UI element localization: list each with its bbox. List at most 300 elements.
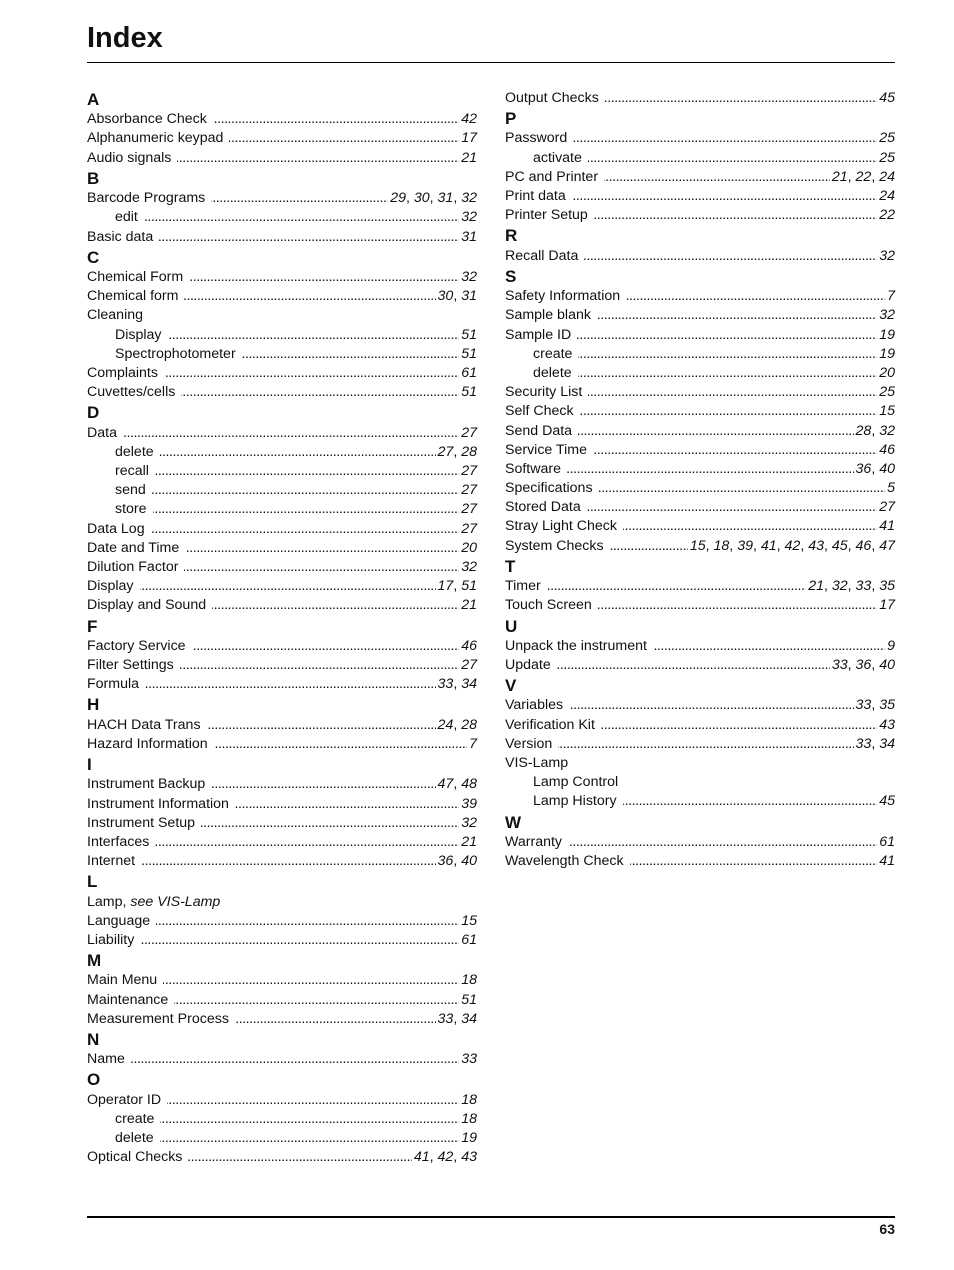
page-ref[interactable]: 35 <box>879 697 895 714</box>
page-references <box>459 424 477 443</box>
index-section-letter: N <box>87 1029 100 1049</box>
entry-label-text: Cleaning <box>87 307 144 324</box>
page-ref[interactable]: 36 <box>855 656 872 673</box>
page-ref[interactable]: 41 <box>879 853 895 870</box>
page-ref[interactable]: 15 <box>879 403 895 420</box>
entry-label-text: delete <box>115 443 154 460</box>
entry-label <box>87 149 177 168</box>
page-ref[interactable]: 31 <box>437 190 454 207</box>
page-ref[interactable]: 43 <box>808 537 824 554</box>
page-ref[interactable]: 47 <box>879 537 895 554</box>
dot-leader <box>573 129 877 148</box>
entry-label <box>87 637 192 656</box>
index-entry <box>505 326 895 345</box>
page-ref[interactable]: 33 <box>437 676 454 693</box>
page-separator: , <box>405 190 414 207</box>
page-separator: , <box>776 537 785 554</box>
page-separator: , <box>823 578 832 595</box>
page-ref[interactable]: 32 <box>831 578 848 595</box>
page-references <box>854 735 895 754</box>
page-ref[interactable]: 15 <box>461 912 477 929</box>
page-ref[interactable]: 46 <box>461 637 477 654</box>
page-ref[interactable]: 27 <box>461 656 477 673</box>
page-references <box>436 716 477 735</box>
dot-leader <box>155 833 459 852</box>
entry-label-text: delete <box>533 364 572 381</box>
entry-label <box>505 656 557 675</box>
index-entry <box>87 1148 477 1167</box>
page-references <box>877 149 895 168</box>
page-separator: , <box>453 190 462 207</box>
index-entry <box>87 364 477 383</box>
entry-label <box>505 206 594 225</box>
entry-label <box>115 462 155 481</box>
index-entry <box>87 971 477 990</box>
page-separator: , <box>871 422 880 439</box>
index-entry <box>87 287 477 306</box>
entry-label <box>505 326 577 345</box>
page-references <box>388 189 477 208</box>
entry-label <box>87 306 149 325</box>
page-ref[interactable]: 17 <box>437 578 454 595</box>
index-subentry <box>505 345 895 364</box>
page-ref[interactable]: 21 <box>461 597 477 614</box>
page-ref[interactable]: 51 <box>461 384 477 401</box>
entry-label-text: Language <box>87 912 151 929</box>
index-entry <box>87 306 477 325</box>
index-entry <box>87 656 477 675</box>
dot-leader <box>594 206 877 225</box>
dot-leader <box>168 326 460 345</box>
index-entry <box>87 383 477 402</box>
dot-leader <box>235 795 459 814</box>
page-references <box>806 577 895 596</box>
page-ref[interactable]: 32 <box>461 269 477 286</box>
entry-label <box>87 852 141 871</box>
entry-label <box>115 500 153 519</box>
page-ref[interactable]: 17 <box>461 130 477 147</box>
page-ref[interactable]: 42 <box>461 111 477 128</box>
entry-label <box>533 364 578 383</box>
entry-label-text: Sample blank <box>505 307 591 324</box>
page-ref[interactable]: 15 <box>689 537 706 554</box>
page-ref[interactable]: 34 <box>879 735 895 752</box>
page-ref[interactable]: 21 <box>808 578 824 595</box>
entry-label <box>115 208 144 227</box>
page-references <box>688 537 895 556</box>
dot-leader <box>160 1129 460 1148</box>
page-ref[interactable]: 20 <box>879 364 895 381</box>
page-ref[interactable]: 19 <box>879 326 895 343</box>
index-entry <box>505 383 895 402</box>
index-entry <box>505 577 895 596</box>
page-ref[interactable]: 33 <box>461 1051 477 1068</box>
page-ref[interactable]: 18 <box>461 972 477 989</box>
page-references <box>877 596 895 615</box>
page-ref[interactable]: 31 <box>461 228 477 245</box>
entry-label-text: Audio signals <box>87 149 172 166</box>
index-entry <box>87 228 477 247</box>
page-ref[interactable]: 35 <box>879 578 895 595</box>
page-ref[interactable]: 51 <box>461 326 477 343</box>
page-ref[interactable]: 30 <box>413 190 430 207</box>
page-ref[interactable]: 32 <box>879 422 895 439</box>
index-entry <box>505 89 895 108</box>
entry-label-text: Unpack the instrument <box>505 637 647 654</box>
index-entry <box>87 558 477 577</box>
dot-leader <box>163 971 459 990</box>
page-ref[interactable]: 33 <box>831 656 848 673</box>
index-entry <box>87 424 477 443</box>
page-references <box>459 971 477 990</box>
page-ref[interactable]: 27 <box>461 520 477 537</box>
page-references <box>459 1091 477 1110</box>
entry-label <box>87 716 207 735</box>
index-entry <box>505 306 895 325</box>
page-ref[interactable]: 34 <box>461 676 477 693</box>
page-references <box>459 326 477 345</box>
dot-leader <box>587 498 878 517</box>
entry-label <box>505 517 623 536</box>
page-ref[interactable]: 18 <box>461 1110 477 1127</box>
index-section-letter: M <box>87 951 102 971</box>
page-separator: , <box>429 1149 438 1166</box>
page-ref[interactable]: 48 <box>461 776 477 793</box>
entry-label <box>505 577 547 596</box>
entry-label-text: Alphanumeric keypad <box>87 130 224 147</box>
page-ref[interactable]: 19 <box>879 345 895 362</box>
dot-leader <box>153 500 460 519</box>
entry-label <box>87 775 211 794</box>
page-ref[interactable]: 46 <box>855 537 872 554</box>
index-subentry <box>505 149 895 168</box>
entry-label-text: Absorbance Check <box>87 111 207 128</box>
dot-leader <box>156 912 459 931</box>
page-ref[interactable]: 27 <box>437 443 454 460</box>
entry-label <box>87 287 184 306</box>
entry-label <box>505 696 569 715</box>
entry-label <box>115 326 168 345</box>
entry-label-text: Verification Kit <box>505 716 595 733</box>
page-references <box>877 498 895 517</box>
index-entry <box>87 189 477 208</box>
page-ref[interactable]: 33 <box>855 735 872 752</box>
entry-label <box>115 481 152 500</box>
index-entry <box>87 596 477 615</box>
page-references <box>854 696 895 715</box>
page-references <box>459 228 477 247</box>
entry-label <box>87 1148 188 1167</box>
dot-leader <box>597 306 877 325</box>
entry-label <box>505 306 597 325</box>
entry-label <box>505 168 604 187</box>
index-entry <box>505 637 895 656</box>
dot-leader <box>211 775 435 794</box>
entry-label <box>505 402 580 421</box>
index-section-letter: R <box>505 226 518 246</box>
page-ref[interactable]: 18 <box>461 1091 477 1108</box>
page-references <box>467 735 477 754</box>
index-section-letter: I <box>87 755 92 775</box>
dot-leader <box>593 441 877 460</box>
page-ref[interactable]: 7 <box>887 288 895 305</box>
index-entry <box>87 912 477 931</box>
entry-label-text: Printer Setup <box>505 207 588 224</box>
entry-label-text: Lamp, <box>87 893 127 910</box>
index-entry <box>505 537 895 556</box>
dot-leader <box>123 424 459 443</box>
page-ref[interactable]: 29 <box>390 190 406 207</box>
page-ref[interactable]: 32 <box>461 558 477 575</box>
page-ref[interactable]: 21 <box>461 833 477 850</box>
index-entry <box>87 931 477 950</box>
page-ref[interactable]: 25 <box>879 149 895 166</box>
page-ref[interactable]: 9 <box>887 637 895 654</box>
dot-leader <box>626 287 885 306</box>
entry-label <box>87 189 211 208</box>
dot-leader <box>578 422 854 441</box>
page-ref[interactable]: 42 <box>437 1149 454 1166</box>
dot-leader <box>577 326 877 345</box>
index-entry <box>505 696 895 715</box>
page-ref[interactable]: 40 <box>879 460 895 477</box>
index-entry <box>87 833 477 852</box>
page-references <box>459 462 477 481</box>
page-references <box>459 814 477 833</box>
page-separator: , <box>871 537 880 554</box>
dot-leader <box>167 1091 459 1110</box>
entry-label-text: Name <box>87 1051 125 1068</box>
page-references <box>877 326 895 345</box>
page-ref[interactable]: 21 <box>461 149 477 166</box>
entry-label <box>87 795 235 814</box>
page-ref[interactable]: 39 <box>737 537 753 554</box>
page-ref[interactable]: 32 <box>879 247 895 264</box>
dot-leader <box>160 1110 459 1129</box>
index-subentry <box>87 481 477 500</box>
page-references <box>459 208 477 227</box>
page-separator: , <box>847 656 856 673</box>
page-ref[interactable]: 22 <box>879 207 895 224</box>
page-ref[interactable]: 32 <box>879 307 895 324</box>
page-ref[interactable]: 41 <box>760 537 777 554</box>
page-references <box>459 383 477 402</box>
entry-label <box>87 520 151 539</box>
index-section-letter: T <box>505 556 516 576</box>
entry-label-text: Formula <box>87 676 140 693</box>
entry-label <box>87 558 184 577</box>
page-ref[interactable]: 25 <box>879 130 895 147</box>
index-section-letter: V <box>505 676 517 696</box>
page-ref[interactable]: 61 <box>879 833 895 850</box>
page-ref[interactable]: 40 <box>879 656 895 673</box>
page-ref[interactable]: 24 <box>879 188 895 205</box>
entry-label-text: Internet <box>87 853 136 870</box>
entry-label-text: activate <box>533 149 582 166</box>
page-ref[interactable]: 18 <box>713 537 730 554</box>
page-ref[interactable]: 43 <box>879 716 895 733</box>
index-entry <box>505 735 895 754</box>
page-ref[interactable]: 46 <box>879 441 895 458</box>
index-entry <box>87 1091 477 1110</box>
page-ref[interactable]: 61 <box>461 364 477 381</box>
index-entry <box>505 852 895 871</box>
page-separator: , <box>871 735 880 752</box>
index-entry <box>505 498 895 517</box>
title-divider <box>87 62 895 63</box>
page-ref[interactable]: 33 <box>855 578 872 595</box>
entry-label-text: Specifications <box>505 480 593 497</box>
page-separator: , <box>453 776 462 793</box>
page-ref[interactable]: 27 <box>461 463 477 479</box>
entry-label-text: Interfaces <box>87 833 150 850</box>
page-ref[interactable]: 33 <box>437 1010 454 1027</box>
dot-leader <box>578 364 878 383</box>
index-entry <box>505 460 895 479</box>
entry-label <box>87 893 226 912</box>
entry-label <box>87 931 140 950</box>
page-ref[interactable]: 31 <box>461 288 477 305</box>
page-ref[interactable]: 51 <box>461 991 477 1008</box>
page-ref[interactable]: 17 <box>879 597 895 614</box>
entry-label-text: Safety Information <box>505 288 621 305</box>
page-ref[interactable]: 34 <box>461 1010 477 1027</box>
page-ref[interactable]: 24 <box>437 716 454 733</box>
page-ref[interactable]: 41 <box>413 1149 430 1166</box>
entry-label-text: Instrument Information <box>87 795 229 812</box>
page-separator: , <box>453 1149 462 1166</box>
index-entry <box>505 168 895 187</box>
entry-label <box>505 754 574 773</box>
entry-label-text: Wavelength Check <box>505 853 624 870</box>
index-section-letter: P <box>505 109 517 129</box>
page-references <box>459 637 477 656</box>
page-ref[interactable]: 28 <box>461 716 477 733</box>
entry-label-text: Version <box>505 735 553 752</box>
index-subentry <box>505 773 895 792</box>
page-ref[interactable]: 43 <box>461 1149 477 1166</box>
page-ref[interactable]: 33 <box>855 697 872 714</box>
entry-label <box>115 1129 160 1148</box>
page-ref[interactable]: 28 <box>461 443 477 460</box>
page-ref[interactable]: 19 <box>461 1130 477 1147</box>
entry-label <box>505 852 630 871</box>
index-entry <box>87 775 477 794</box>
dot-leader <box>601 716 877 735</box>
entry-label-text: Self Check <box>505 403 574 420</box>
index-entry <box>505 441 895 460</box>
entry-label-text: Barcode Programs <box>87 190 206 207</box>
index-section-letter: U <box>505 616 518 636</box>
entry-label-text: delete <box>115 1130 154 1147</box>
see-reference: see VIS-Lamp <box>130 893 221 910</box>
dot-leader <box>599 479 886 498</box>
page-ref[interactable]: 30 <box>437 288 454 305</box>
page-ref[interactable]: 36 <box>437 853 454 870</box>
page-ref[interactable]: 28 <box>855 422 872 439</box>
page-references <box>877 129 895 148</box>
entry-label <box>87 596 212 615</box>
page-references <box>459 520 477 539</box>
page-separator: , <box>800 537 809 554</box>
page-references <box>885 287 895 306</box>
index-entry <box>87 814 477 833</box>
page-ref[interactable]: 39 <box>461 795 477 812</box>
dot-leader <box>229 129 459 148</box>
page-ref[interactable]: 42 <box>784 537 801 554</box>
page-references <box>436 852 477 871</box>
page-ref[interactable]: 47 <box>437 776 454 793</box>
entry-label-text: send <box>115 482 146 499</box>
page-ref[interactable]: 45 <box>879 793 895 810</box>
page-ref[interactable]: 51 <box>461 578 477 595</box>
page-ref[interactable]: 22 <box>855 168 872 185</box>
index-subentry <box>87 443 477 462</box>
index-entry <box>87 716 477 735</box>
entry-label-text: Display <box>115 326 162 343</box>
entry-label <box>505 460 567 479</box>
index-subentry <box>87 208 477 227</box>
dot-leader <box>588 383 877 402</box>
page-references <box>877 364 895 383</box>
entry-label-text: create <box>115 1110 155 1127</box>
entry-label-text: create <box>533 345 573 362</box>
index-subentry <box>87 1129 477 1148</box>
page-ref[interactable]: 25 <box>879 384 895 401</box>
entry-label <box>505 383 588 402</box>
page-ref[interactable]: 41 <box>879 518 895 535</box>
dot-leader <box>605 89 877 108</box>
page-ref[interactable]: 40 <box>461 853 477 870</box>
index-entry <box>87 893 477 912</box>
dot-leader <box>598 596 877 615</box>
page-ref[interactable]: 36 <box>855 460 872 477</box>
dot-leader <box>604 168 830 187</box>
page-ref[interactable]: 27 <box>461 482 477 499</box>
page-ref[interactable]: 24 <box>879 168 895 185</box>
page-ref[interactable]: 21 <box>831 168 848 185</box>
page-ref[interactable]: 20 <box>461 539 477 556</box>
page-references <box>459 596 477 615</box>
index-section-letter: H <box>87 695 100 715</box>
page-ref[interactable]: 5 <box>887 480 895 497</box>
page-ref[interactable]: 7 <box>469 735 477 752</box>
page-ref[interactable]: 27 <box>461 501 477 518</box>
entry-label <box>87 110 213 129</box>
page-references <box>459 1050 477 1069</box>
page-ref[interactable]: 61 <box>461 931 477 948</box>
page-ref[interactable]: 27 <box>879 499 895 516</box>
page-ref[interactable]: 32 <box>461 190 477 207</box>
page-ref[interactable]: 27 <box>461 424 477 441</box>
index-entry <box>505 422 895 441</box>
dot-leader <box>188 1148 411 1167</box>
entry-label <box>505 637 653 656</box>
page-ref[interactable]: 32 <box>461 209 477 226</box>
page-ref[interactable]: 51 <box>461 345 477 362</box>
dot-leader <box>181 383 459 402</box>
page-ref[interactable]: 45 <box>879 90 895 106</box>
entry-label-text: Spectrophotometer <box>115 345 236 362</box>
entry-label <box>533 345 578 364</box>
entry-label-text: Dilution Factor <box>87 558 179 575</box>
page-separator: , <box>847 168 856 185</box>
entry-label-text: Optical Checks <box>87 1149 183 1166</box>
entry-label-text: Data <box>87 424 117 441</box>
entry-label-text: Lamp History <box>533 793 617 810</box>
page-ref[interactable]: 45 <box>831 537 848 554</box>
page-ref[interactable]: 32 <box>461 814 477 831</box>
